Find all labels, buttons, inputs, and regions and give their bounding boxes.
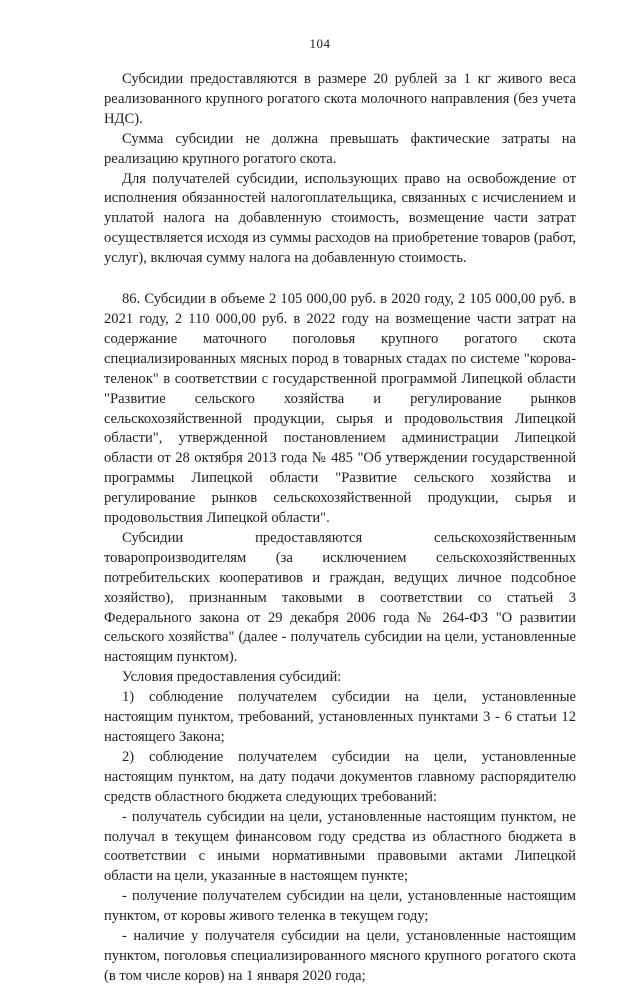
page-number: 104 (309, 36, 331, 51)
paragraph: - наличие у получателя субсидии на цели, установленные настоящим пунктом, поголовья специализированного мясного крупного рогатого скота (в том числе коров) на 1 января 2020 года; (104, 928, 576, 984)
paragraph: Условия предоставления субсидий: (122, 669, 342, 686)
paragraph: - получатель субсидии на цели, установленные настоящим пунктом, не получал в текущем финансовом году средства из областного бюджета в соответствии с иными нормативными правовыми актами Липецкой области на цели, указанные в настоящем пункте; (104, 808, 576, 885)
paragraph: 1) соблюдение получателем субсидии на цели, установленные настоящим пунктом, требований, установленных пунктами 3 - 6 статьи 12 настоящего Закона; (104, 689, 576, 745)
paragraph: - получение получателем субсидии на цели, установленные настоящим пунктом, от коровы живого теленка в текущем году; (104, 888, 576, 925)
paragraph: Субсидии предоставляются сельскохозяйственным товаропроизводителям (за исключением сельскохозяйственных потребительских кооперативов и граждан, ведущих личное подсобное хозяйство), признанным таковыми в соответствии со статьей 3 Федерального закона от 29 декабря 2006 года № 264-ФЗ "О развитии сельского хозяйства" (далее - получатель субсидии на цели, установленные настоящим пунктом). (104, 529, 576, 666)
paragraph: 2) соблюдение получателем субсидии на цели, установленные настоящим пунктом, на дату подачи документов главному распорядителю средств областного бюджета следующих требований: (104, 748, 576, 805)
paragraph: Сумма субсидии не должна превышать фактические затраты на реализацию крупного рогатого скота. (104, 130, 576, 167)
document-body (104, 70, 576, 987)
paragraph: Субсидии предоставляются в размере 20 рублей за 1 кг живого веса реализованного крупного рогатого скота молочного направления (без учета НДС). (104, 71, 576, 127)
paragraph: Для получателей субсидии, использующих право на освобождение от исполнения обязанностей налогоплательщика, связанных с исчислением и уплатой налога на добавленную стоимость, возмещение части затрат осуществляется исходя из суммы расходов на приобретение товаров (работ, услуг), включая сумму налога на добавленную стоимость. (104, 170, 576, 267)
paragraph-section-86: 86. Субсидии в объеме 2 105 000,00 руб. в 2020 году, 2 105 000,00 руб. в 2021 году, 2 110 000,00 руб. в 2022 году на возмещение части затрат на содержание маточного поголовья крупного рогатого скота специализированных мясных пород в товарных стадах по системе "корова-теленок" в соответствии с государственной программой Липецкой области "Развитие сельского хозяйства и регулирование рынков сельскохозяйственной продукции, сырья и продовольствия Липецкой области", утвержденной постановлением администрации Липецкой области от 28 октября 2013 года № 485 "Об утверждении государственной программы Липецкой области "Развитие сельского хозяйства и регулирование рынков сельскохозяйственной продукции, сырья и продовольствия Липецкой области". (104, 291, 576, 527)
